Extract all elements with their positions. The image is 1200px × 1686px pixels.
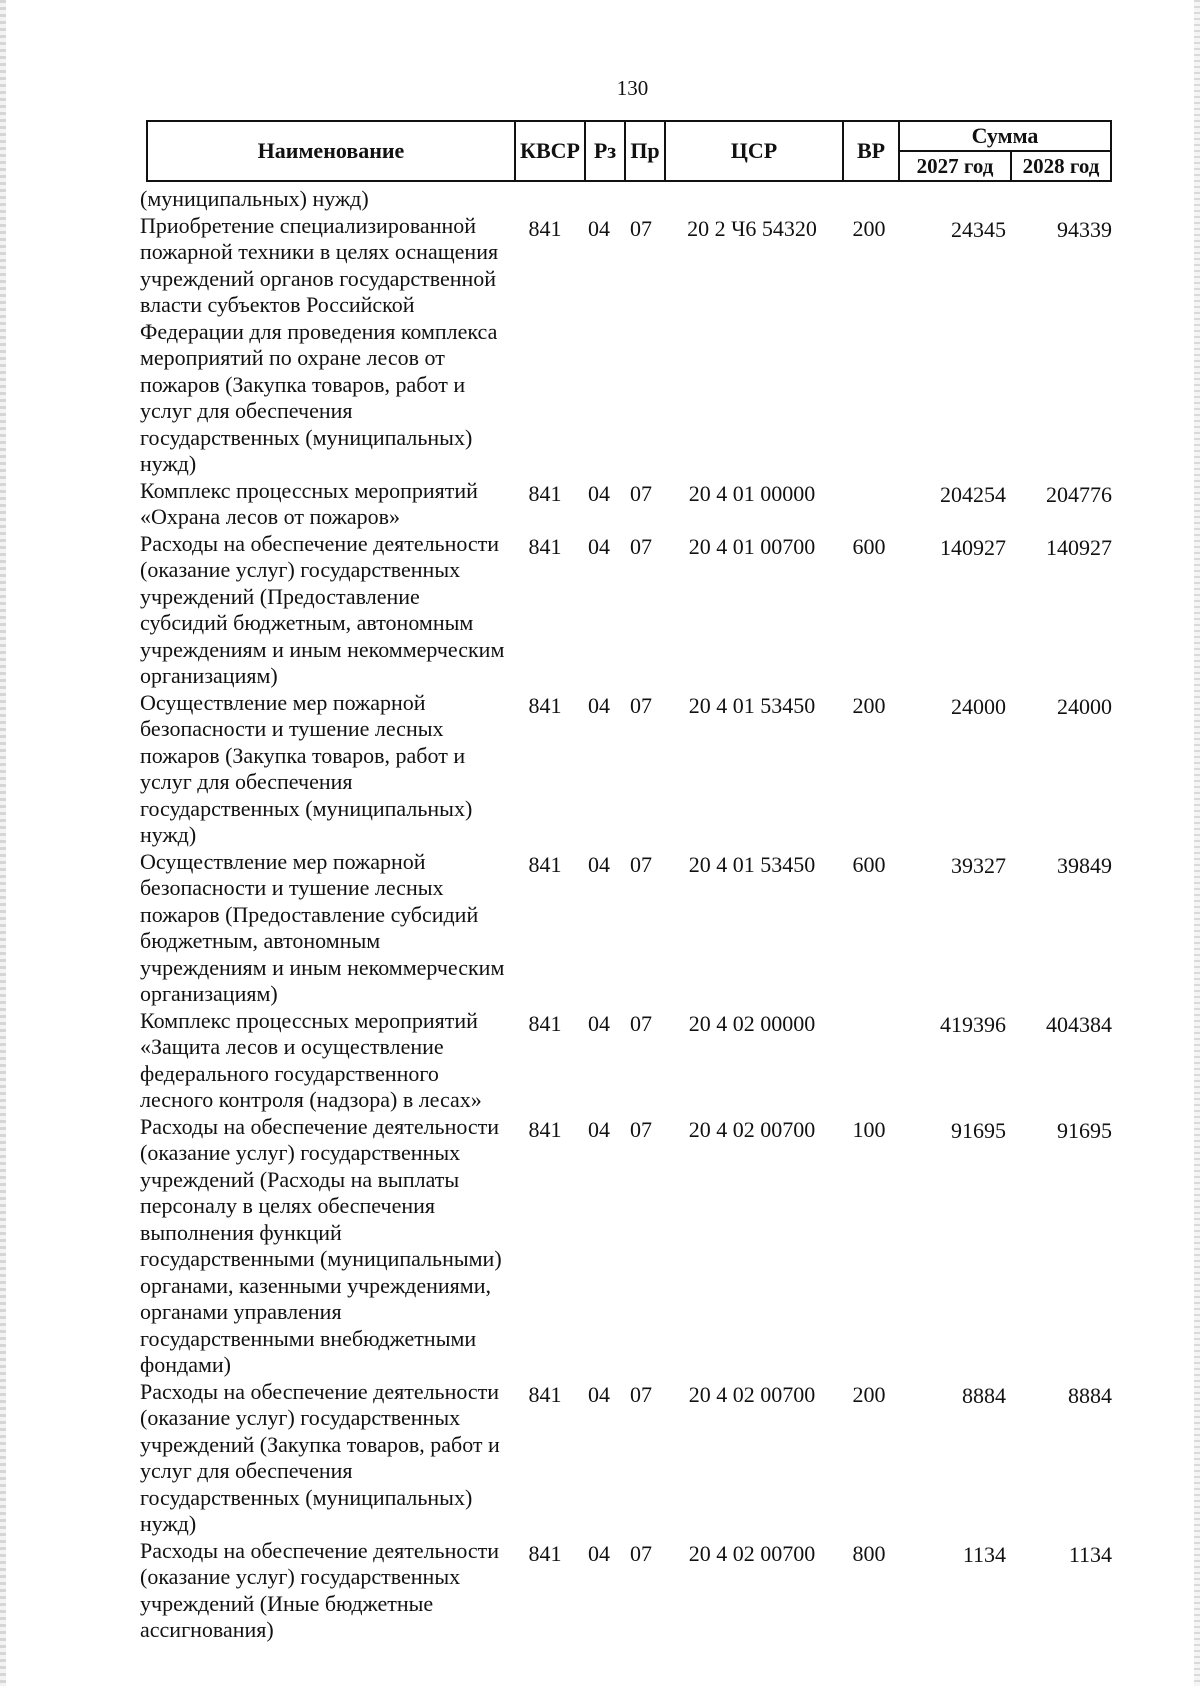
row-rz: 04 bbox=[588, 533, 610, 559]
row-rz: 04 bbox=[588, 1381, 610, 1407]
row-pr: 07 bbox=[630, 1381, 652, 1407]
row-vr: 600 bbox=[852, 533, 886, 559]
row-rz: 04 bbox=[588, 1540, 610, 1566]
row-rz: 04 bbox=[588, 1010, 610, 1036]
row-sum-2027: 204254 bbox=[940, 481, 1006, 507]
row-name: Расходы на обеспечение деятельности (оказание услуг) государственных учреждений (Предоставление субсидий бюджетным, автономным учреждениям и иным некоммерческим организациям) bbox=[140, 530, 505, 688]
row-csr: 20 2 Ч6 54320 bbox=[687, 215, 817, 241]
row-csr: 20 4 02 00700 bbox=[688, 1381, 816, 1407]
header-sum: Сумма bbox=[899, 121, 1111, 151]
row-csr: 20 4 01 00700 bbox=[688, 533, 816, 559]
row-pr: 07 bbox=[630, 1010, 652, 1036]
row-sum-2027: 419396 bbox=[940, 1011, 1006, 1037]
table-row bbox=[140, 690, 1120, 849]
header-csr: ЦСР bbox=[665, 121, 843, 181]
row-pr: 07 bbox=[630, 1540, 652, 1566]
row-sum-2028: 39849 bbox=[1057, 852, 1113, 878]
header-vr: ВР bbox=[843, 121, 899, 181]
row-rz: 04 bbox=[588, 692, 610, 718]
row-sum-2028: 8884 bbox=[1068, 1382, 1113, 1408]
row-csr: 20 4 01 00000 bbox=[688, 480, 816, 506]
row-kvsr: 841 bbox=[528, 1540, 562, 1566]
row-pr: 07 bbox=[630, 1116, 652, 1142]
scan-edge-right bbox=[1194, 0, 1200, 1686]
row-sum-2027: 91695 bbox=[951, 1117, 1006, 1143]
row-kvsr: 841 bbox=[528, 692, 562, 718]
row-pr: 07 bbox=[630, 480, 652, 506]
row-vr bbox=[842, 1008, 896, 1114]
header-name: Наименование bbox=[147, 121, 515, 181]
row-sum-2027: 140927 bbox=[940, 534, 1006, 560]
row-name: Расходы на обеспечение деятельности (оказание услуг) государственных учреждений (Расходы на выплаты персоналу в целях обеспечения выполнения функций государственными (муниципальными) органами, казенными учреждениями, органами управления государственными внебюджетными фондами) bbox=[140, 1113, 502, 1377]
row-name: Осуществление мер пожарной безопасности и тушение лесных пожаров (Закупка товаров, работ и услуг для обеспечения государственных (муниципальных) нужд) bbox=[140, 689, 473, 847]
row-csr: 20 4 02 00700 bbox=[688, 1540, 816, 1566]
row-pr: 07 bbox=[630, 851, 652, 877]
table-row-continuation bbox=[140, 186, 1120, 213]
row-csr: 20 4 02 00000 bbox=[688, 1010, 816, 1036]
row-sum-2028: 1134 bbox=[1068, 1541, 1113, 1567]
row-sum-2028: 24000 bbox=[1057, 693, 1113, 719]
table-row bbox=[140, 1379, 1120, 1538]
row-sum-2028: 91695 bbox=[1057, 1117, 1113, 1143]
row-kvsr: 841 bbox=[528, 1010, 562, 1036]
row-csr: 20 4 01 53450 bbox=[688, 851, 816, 877]
row-csr: 20 4 01 53450 bbox=[688, 692, 816, 718]
row-sum-2028: 94339 bbox=[1057, 216, 1113, 242]
row-name: Расходы на обеспечение деятельности (оказание услуг) государственных учреждений (Закупка товаров, работ и услуг для обеспечения государственных (муниципальных) нужд) bbox=[140, 1378, 500, 1536]
row-name: (муниципальных) нужд) bbox=[140, 186, 369, 211]
row-name: Осуществление мер пожарной безопасности и тушение лесных пожаров (Предоставление субсидий бюджетным, автономным учреждениям и иным некоммерческим организациям) bbox=[140, 848, 505, 1006]
row-sum-2027: 24345 bbox=[951, 216, 1006, 242]
header-year-2028: 2028 год bbox=[1011, 151, 1111, 181]
row-vr bbox=[842, 478, 896, 531]
row-kvsr: 841 bbox=[528, 1116, 562, 1142]
row-csr: 20 4 02 00700 bbox=[688, 1116, 816, 1142]
row-vr: 600 bbox=[852, 851, 886, 877]
row-sum-2028: 204776 bbox=[1046, 481, 1113, 507]
row-kvsr: 841 bbox=[528, 533, 562, 559]
row-sum-2027: 8884 bbox=[962, 1382, 1006, 1408]
table-row bbox=[140, 531, 1120, 690]
row-sum-2027: 1134 bbox=[962, 1541, 1006, 1567]
row-sum-2028: 140927 bbox=[1046, 534, 1113, 560]
row-kvsr: 841 bbox=[528, 480, 562, 506]
row-sum-2027: 24000 bbox=[951, 693, 1006, 719]
row-vr: 100 bbox=[852, 1116, 886, 1142]
table-row bbox=[140, 849, 1120, 1008]
table-row bbox=[140, 1538, 1120, 1644]
row-sum-2028: 404384 bbox=[1046, 1011, 1113, 1037]
row-sum-2027: 39327 bbox=[951, 852, 1006, 878]
row-pr: 07 bbox=[630, 215, 652, 241]
row-rz: 04 bbox=[588, 851, 610, 877]
row-name: Расходы на обеспечение деятельности (оказание услуг) государственных учреждений (Иные бюджетные ассигнования) bbox=[140, 1537, 500, 1642]
row-rz: 04 bbox=[588, 480, 610, 506]
row-pr: 07 bbox=[630, 692, 652, 718]
row-vr: 200 bbox=[852, 1381, 886, 1407]
table-row bbox=[140, 213, 1120, 478]
row-vr: 800 bbox=[852, 1540, 886, 1566]
row-vr: 200 bbox=[852, 215, 886, 241]
row-vr: 200 bbox=[852, 692, 886, 718]
row-name: Комплекс процессных мероприятий «Охрана лесов от пожаров» bbox=[140, 477, 478, 529]
table-row bbox=[140, 1008, 1120, 1114]
row-rz: 04 bbox=[588, 215, 610, 241]
row-kvsr: 841 bbox=[528, 1381, 562, 1407]
budget-table-body bbox=[140, 186, 1120, 1644]
header-year-2027: 2027 год bbox=[899, 151, 1011, 181]
row-kvsr: 841 bbox=[528, 851, 562, 877]
row-name: Приобретение специализированной пожарной техники в целях оснащения учреждений органов государственной власти субъектов Российской Федерации для проведения комплекса мероприятий по охране лесов от пожаров (Закупка товаров, работ и услуг для обеспечения государственных (муниципальных) нужд) bbox=[140, 212, 499, 476]
page-number: 130 bbox=[616, 76, 649, 100]
row-kvsr: 841 bbox=[528, 215, 562, 241]
scan-edge-left bbox=[0, 0, 6, 1686]
row-rz: 04 bbox=[588, 1116, 610, 1142]
table-header bbox=[146, 120, 1112, 182]
row-name: Комплекс процессных мероприятий «Защита лесов и осуществление федерального государственного лесного контроля (надзора) в лесах» bbox=[140, 1007, 482, 1112]
table-row bbox=[140, 1114, 1120, 1379]
header-rz: Рз bbox=[585, 121, 625, 181]
header-kvsr: КВСР bbox=[515, 121, 585, 181]
table-row bbox=[140, 478, 1120, 531]
header-pr: Пр bbox=[625, 121, 665, 181]
row-pr: 07 bbox=[630, 533, 652, 559]
